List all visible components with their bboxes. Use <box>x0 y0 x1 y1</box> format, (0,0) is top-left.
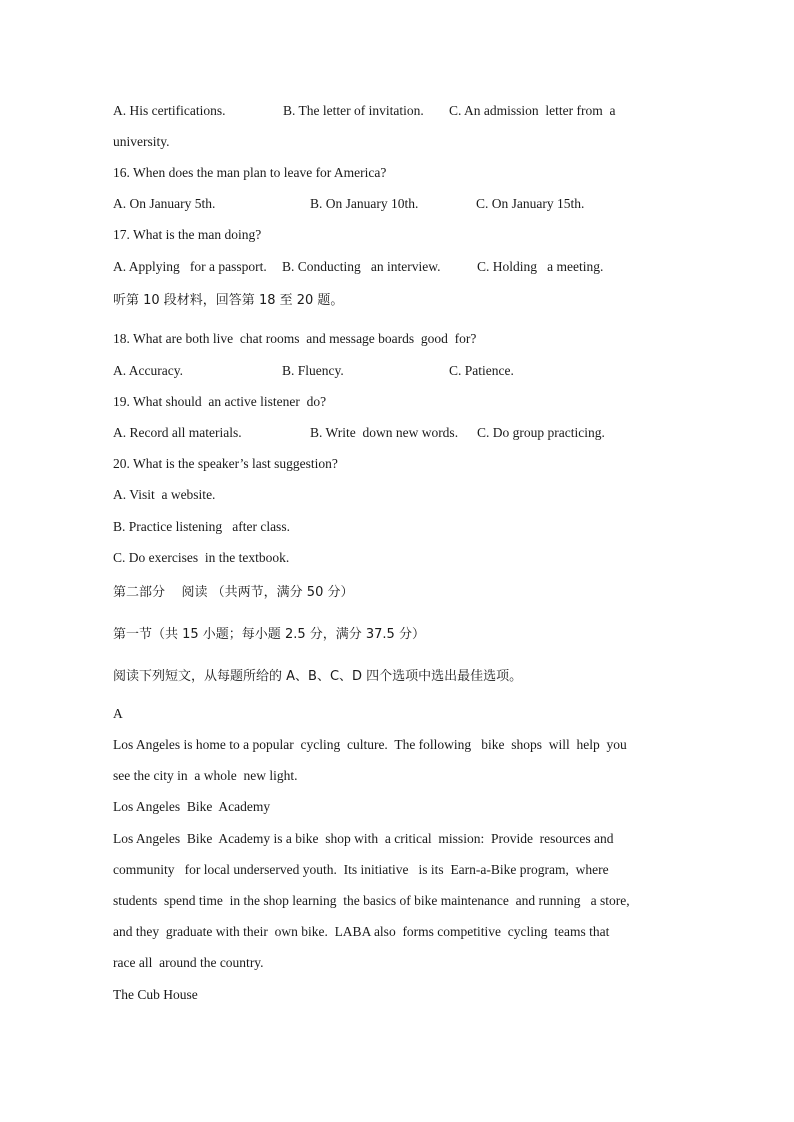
q20-option-b: B. Practice listening after class. <box>113 519 290 534</box>
q19-option-b: B. Write down new words. <box>310 425 459 440</box>
shop-description-line: community for local underserved youth. Its initiative is its Earn-a-Bike program, where <box>113 862 609 877</box>
q15-option-c: C. An admission letter from a <box>449 103 616 118</box>
q16-option-c: C. On January 15th. <box>476 196 585 211</box>
q18-option-a: A. Accuracy. <box>113 363 183 378</box>
q15-option-a: A. His certifications. <box>113 103 226 118</box>
q19-question: 19. What should an active listener do? <box>113 394 327 409</box>
q18-option-b: B. Fluency. <box>282 363 344 378</box>
q19-option-a: A. Record all materials. <box>113 425 242 440</box>
q16-option-b: B. On January 10th. <box>310 196 419 211</box>
shop-description-line: Los Angeles Bike Academy is a bike shop with a critical mission: Provide resources and <box>113 831 614 846</box>
q20-question: 20. What is the speaker’s last suggestion? <box>113 456 338 471</box>
q16-option-a: A. On January 5th. <box>113 196 216 211</box>
q20-option-a: A. Visit a website. <box>113 487 216 502</box>
q17-question: 17. What is the man doing? <box>113 227 262 242</box>
passage-intro-line: Los Angeles is home to a popular cycling culture. The following bike shops will help you <box>113 737 627 752</box>
shop-description-line: and they graduate with their own bike. LABA also forms competitive cycling teams that <box>113 924 610 939</box>
shop-description-line: race all around the country. <box>113 955 264 970</box>
section-1-heading: 第一节（共 15 小题；每小题 2.5 分，满分 37.5 分） <box>113 627 425 642</box>
shop-title: The Cub House <box>113 987 198 1002</box>
section-10-heading: 听第 10 段材料，回答第 18 至 20 题。 <box>113 293 344 308</box>
part-2-heading: 第二部分 阅读 （共两节，满分 50 分） <box>113 585 354 600</box>
q15-option-c-continued: university. <box>113 134 170 149</box>
q18-option-c: C. Patience. <box>449 363 514 378</box>
shop-description-line: students spend time in the shop learning the basics of bike maintenance and running a store, <box>113 893 630 908</box>
q19-option-c: C. Do group practicing. <box>477 425 605 440</box>
passage-label: A <box>113 706 123 721</box>
q15-option-b: B. The letter of invitation. <box>283 103 424 118</box>
q20-option-c: C. Do exercises in the textbook. <box>113 550 290 565</box>
q17-option-b: B. Conducting an interview. <box>282 259 441 274</box>
q16-question: 16. When does the man plan to leave for America? <box>113 165 387 180</box>
q18-question: 18. What are both live chat rooms and message boards good for? <box>113 331 477 346</box>
shop-title: Los Angeles Bike Academy <box>113 799 271 814</box>
passage-intro-line: see the city in a whole new light. <box>113 768 298 783</box>
q17-option-c: C. Holding a meeting. <box>477 259 604 274</box>
reading-instructions: 阅读下列短文，从每题所给的 A、B、C、D 四个选项中选出最佳选项。 <box>113 669 523 684</box>
q17-option-a: A. Applying for a passport. <box>113 259 267 274</box>
